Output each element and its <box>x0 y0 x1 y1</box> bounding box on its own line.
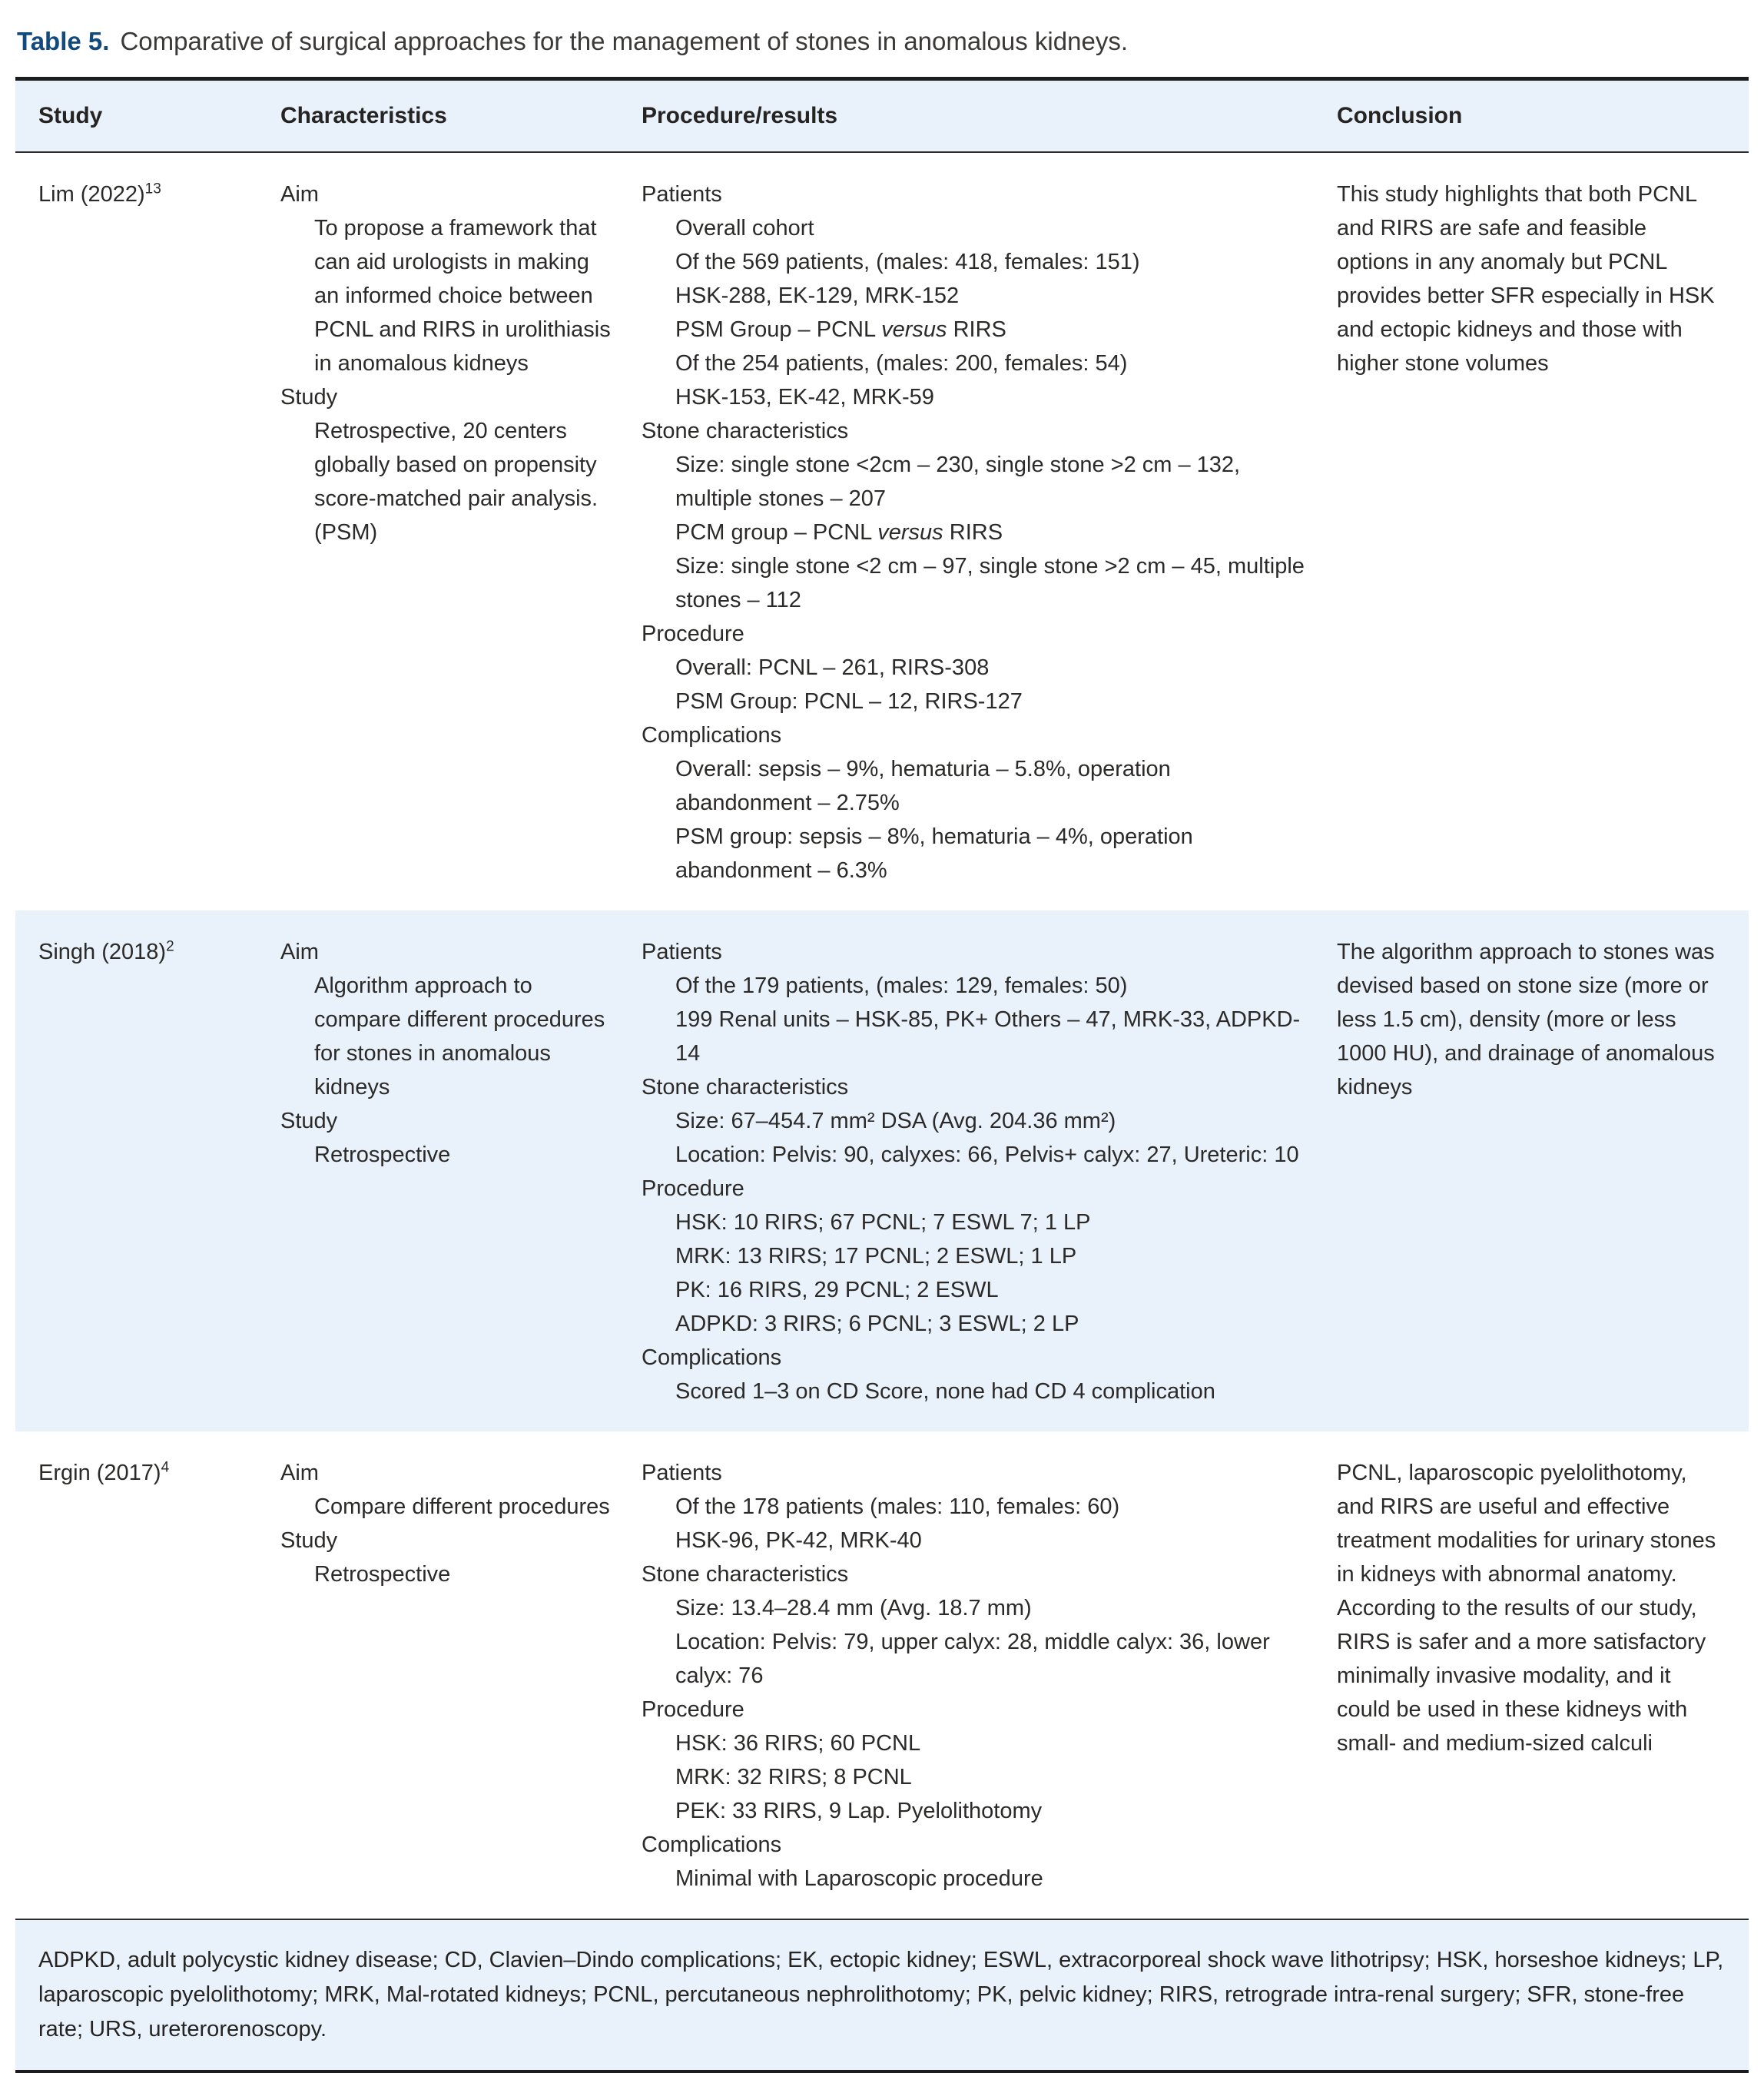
text: Size: 67–454.7 mm² DSA (Avg. 204.36 mm²) <box>675 1109 1116 1133</box>
conclusion-cell <box>1314 910 1749 1431</box>
text: Stone characteristics <box>642 1075 849 1100</box>
text: RIRS <box>943 520 1003 545</box>
conclusion-text: The algorithm approach to stones was devised based on stone size (more or less 1.5 cm), density (more or less 1000 HU), and drainage of anomalous kidneys <box>1337 940 1715 1100</box>
study-name: Ergin (2017) <box>38 1461 161 1485</box>
table <box>15 77 1749 2073</box>
cell-line <box>642 1693 1306 1726</box>
characteristics-cell <box>257 910 618 1431</box>
table-caption-text: Comparative of surgical approaches for the management of stones in anomalous kidneys. <box>120 27 1128 55</box>
text: Overall: sepsis – 9%, hematuria – 5.8%, operation abandonment – 2.75% <box>675 757 1171 815</box>
study-cell <box>15 910 257 1431</box>
conclusion-cell <box>1314 153 1749 910</box>
procedure-results-cell <box>618 153 1314 910</box>
text: Study <box>280 1528 338 1553</box>
cell-line <box>642 414 1306 448</box>
cell-line <box>642 1206 1306 1239</box>
procedure-results-cell <box>618 910 1314 1431</box>
cell-line <box>642 935 1306 969</box>
table-body <box>15 153 1749 1919</box>
cell-line <box>642 1341 1306 1375</box>
cell-line <box>280 1456 611 1490</box>
column-header-study: Study <box>38 103 103 128</box>
study-name: Lim (2022) <box>38 182 145 207</box>
text: Algorithm approach to compare different procedures for stones in anomalous kidneys <box>314 973 605 1100</box>
cell-line <box>642 1794 1306 1828</box>
study-cell <box>15 1431 257 1919</box>
text: Study <box>280 1109 338 1133</box>
cell-line <box>642 279 1306 313</box>
text: Retrospective, 20 centers globally based on propensity score-matched pair analysis. (PSM) <box>314 419 598 545</box>
study-cell <box>15 153 257 910</box>
characteristics-cell <box>257 1431 618 1919</box>
cell-line <box>642 685 1306 718</box>
table-footnote: ADPKD, adult polycystic kidney disease; CD, Clavien–Dindo complications; EK, ectopic kidney; ESWL, extracorporeal shock wave lithotripsy; HSK, horseshoe kidneys; LP, laparoscopic pyelolithotomy; MRK, Mal-rotated kidneys; PCNL, percutaneous nephrolithotomy; PK, pelvic kidney; RIRS, retrograde intra-renal surgery; SFR, stone-free rate; URS, ureterorenoscopy. <box>15 1919 1749 2073</box>
text: PEK: 33 RIRS, 9 Lap. Pyelolithotomy <box>675 1799 1043 1823</box>
text: Location: Pelvis: 79, upper calyx: 28, middle calyx: 36, lower calyx: 76 <box>675 1630 1270 1688</box>
text: Retrospective <box>314 1143 451 1167</box>
cell-line <box>642 1003 1306 1070</box>
cell-line <box>642 1760 1306 1794</box>
cell-line <box>642 1557 1306 1591</box>
column-header-characteristics: Characteristics <box>280 103 447 128</box>
text: PSM Group – PCNL <box>675 317 882 342</box>
cell-line <box>642 820 1306 887</box>
italic-text: versus <box>881 317 947 342</box>
cell-line <box>642 1524 1306 1557</box>
cell-line <box>280 969 611 1104</box>
cell-line <box>642 313 1306 347</box>
table-row <box>15 910 1749 1431</box>
cell-line <box>280 1104 611 1138</box>
cell-line <box>642 1172 1306 1206</box>
text: Study <box>280 385 338 410</box>
cell-line <box>280 414 611 549</box>
text: Aim <box>280 182 319 207</box>
text: HSK-288, EK-129, MRK-152 <box>675 284 960 308</box>
text: Compare different procedures <box>314 1494 610 1519</box>
text: Overall cohort <box>675 216 814 240</box>
text: Size: single stone <2 cm – 97, single stone >2 cm – 45, multiple stones – 112 <box>675 554 1305 612</box>
cell-line <box>642 1490 1306 1524</box>
text: Of the 569 patients, (males: 418, females: 151) <box>675 250 1140 274</box>
cell-line <box>642 245 1306 279</box>
text: Minimal with Laparoscopic procedure <box>675 1866 1043 1891</box>
text: PSM group: sepsis – 8%, hematuria – 4%, operation abandonment – 6.3% <box>675 824 1193 883</box>
cell-line <box>642 752 1306 820</box>
text: Procedure <box>642 1697 744 1722</box>
cell-line <box>280 935 611 969</box>
text: Of the 254 patients, (males: 200, females: 54) <box>675 351 1128 376</box>
text: Complications <box>642 1345 782 1370</box>
cell-line <box>642 380 1306 414</box>
cell-line <box>642 617 1306 651</box>
cell-line <box>642 1138 1306 1172</box>
text: Complications <box>642 1833 782 1857</box>
text: Complications <box>642 723 782 748</box>
cell-line <box>280 177 611 211</box>
text: Procedure <box>642 622 744 646</box>
text: Of the 179 patients, (males: 129, females: 50) <box>675 973 1128 998</box>
cell-line <box>642 1828 1306 1862</box>
text: HSK-96, PK-42, MRK-40 <box>675 1528 922 1553</box>
text: HSK: 10 RIRS; 67 PCNL; 7 ESWL 7; 1 LP <box>675 1210 1091 1235</box>
text: Patients <box>642 182 722 207</box>
cell-line <box>642 1862 1306 1896</box>
study-name: Singh (2018) <box>38 940 167 964</box>
cell-line <box>642 1070 1306 1104</box>
text: MRK: 32 RIRS; 8 PCNL <box>675 1765 912 1789</box>
text: Size: 13.4–28.4 mm (Avg. 18.7 mm) <box>675 1596 1032 1620</box>
text: Aim <box>280 940 319 964</box>
cell-line <box>280 1490 611 1524</box>
cell-line <box>280 380 611 414</box>
text: Size: single stone <2cm – 230, single stone >2 cm – 132, multiple stones – 207 <box>675 453 1241 511</box>
conclusion-text: PCNL, laparoscopic pyelolithotomy, and RIRS are useful and effective treatment modalities for urinary stones in kidneys with abnormal anatomy. According to the results of our study, RIRS is safer and a more satisfactory minimally invasive modality, and it could be used in these kidneys with small- and medium-sized calculi <box>1337 1461 1716 1756</box>
header-row <box>15 81 1749 153</box>
cell-line <box>642 651 1306 685</box>
cell-line <box>642 1625 1306 1693</box>
text: Location: Pelvis: 90, calyxes: 66, Pelvis+ calyx: 27, Ureteric: 10 <box>675 1143 1299 1167</box>
cell-line <box>642 448 1306 516</box>
table-row <box>15 1431 1749 1919</box>
text: Of the 178 patients (males: 110, females: 60) <box>675 1494 1120 1519</box>
text: MRK: 13 RIRS; 17 PCNL; 2 ESWL; 1 LP <box>675 1244 1077 1269</box>
cell-line <box>642 516 1306 549</box>
text: Retrospective <box>314 1562 451 1587</box>
text: ADPKD: 3 RIRS; 6 PCNL; 3 ESWL; 2 LP <box>675 1312 1079 1336</box>
text: 199 Renal units – HSK-85, PK+ Others – 47, MRK-33, ADPKD-14 <box>675 1007 1301 1066</box>
text: HSK: 36 RIRS; 60 PCNL <box>675 1731 921 1756</box>
text: Stone characteristics <box>642 1562 849 1587</box>
cell-line <box>642 1726 1306 1760</box>
cell-line <box>642 1239 1306 1273</box>
text: Aim <box>280 1461 319 1485</box>
italic-text: versus <box>877 520 943 545</box>
cell-line <box>642 549 1306 617</box>
cell-line <box>642 969 1306 1003</box>
cell-line <box>280 211 611 380</box>
cell-line <box>642 718 1306 752</box>
cell-line <box>642 177 1306 211</box>
cell-line <box>642 1456 1306 1490</box>
column-header-conclusion: Conclusion <box>1337 103 1463 128</box>
cell-line <box>642 1307 1306 1341</box>
text: Overall: PCNL – 261, RIRS-308 <box>675 655 990 680</box>
cell-line <box>642 1273 1306 1307</box>
table-caption <box>17 25 1749 58</box>
text: HSK-153, EK-42, MRK-59 <box>675 385 934 410</box>
text: Patients <box>642 940 722 964</box>
characteristics-cell <box>257 153 618 910</box>
text: Scored 1–3 on CD Score, none had CD 4 complication <box>675 1379 1215 1404</box>
text: PK: 16 RIRS, 29 PCNL; 2 ESWL <box>675 1278 999 1302</box>
text: To propose a framework that can aid urologists in making an informed choice between PCNL and RIRS in urolithiasis in anomalous kidneys <box>314 216 611 376</box>
procedure-results-cell <box>618 1431 1314 1919</box>
cell-line <box>280 1557 611 1591</box>
cell-line <box>280 1138 611 1172</box>
text: Stone characteristics <box>642 419 849 443</box>
cell-line <box>642 1104 1306 1138</box>
table-number-label: Table 5. <box>17 27 110 55</box>
cell-line <box>642 1375 1306 1408</box>
text: Patients <box>642 1461 722 1485</box>
study-reference-superscript: 4 <box>161 1459 170 1476</box>
cell-line <box>642 347 1306 380</box>
table-row <box>15 153 1749 910</box>
study-reference-superscript: 2 <box>166 938 174 955</box>
cell-line <box>280 1524 611 1557</box>
text: Procedure <box>642 1176 744 1201</box>
cell-line <box>642 211 1306 245</box>
text: PSM Group: PCNL – 12, RIRS-127 <box>675 689 1023 714</box>
conclusion-cell <box>1314 1431 1749 1919</box>
conclusion-text: This study highlights that both PCNL and RIRS are safe and feasible options in any anomaly but PCNL provides better SFR especially in HSK and ectopic kidneys and those with higher stone volumes <box>1337 182 1715 376</box>
text: PCM group – PCNL <box>675 520 878 545</box>
cell-line <box>642 1591 1306 1625</box>
study-reference-superscript: 13 <box>144 181 161 197</box>
text: RIRS <box>947 317 1006 342</box>
column-header-procedure-results: Procedure/results <box>642 103 838 128</box>
